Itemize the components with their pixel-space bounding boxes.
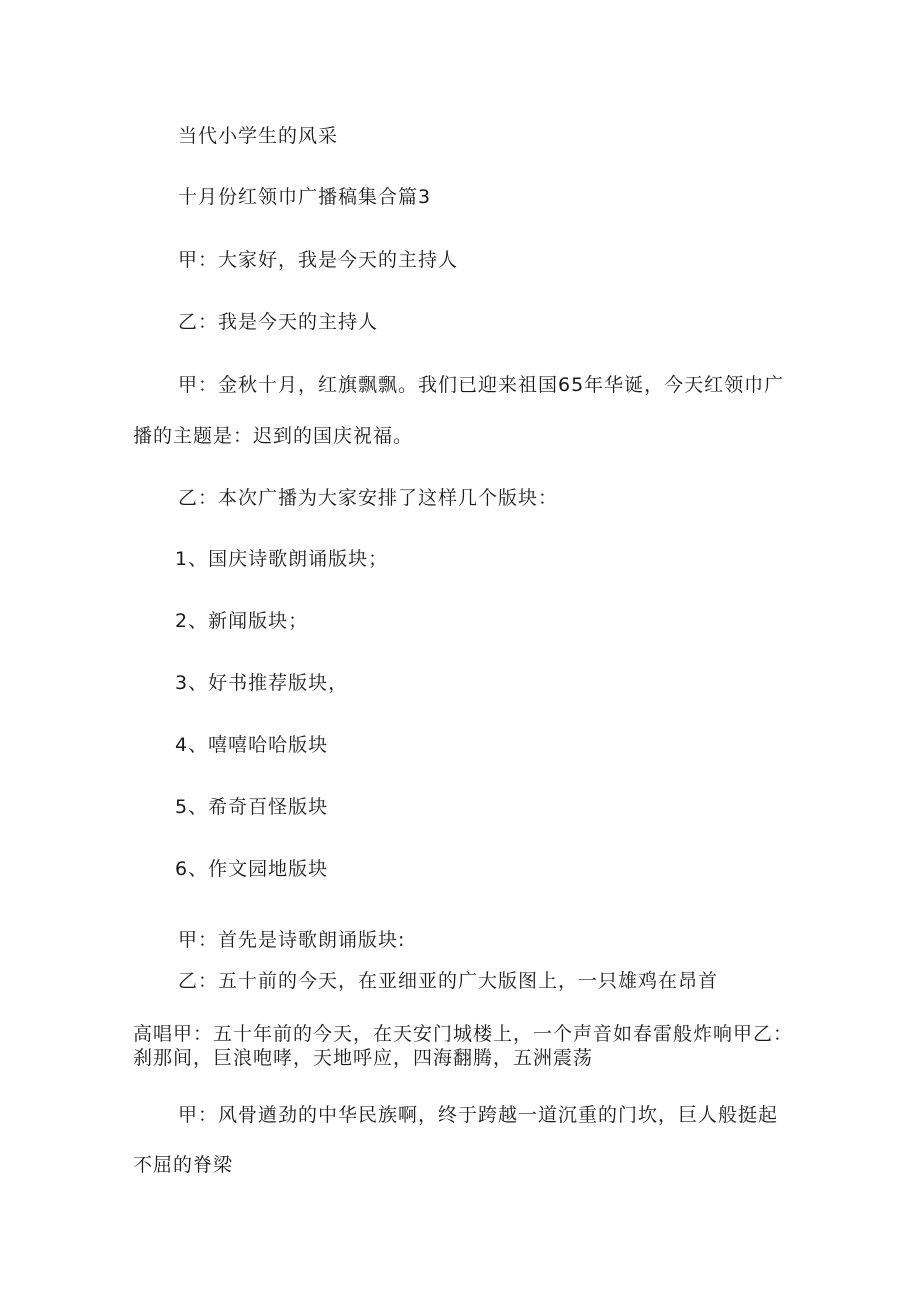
text-line-14: 甲：首先是诗歌朗诵版块: [178, 929, 406, 951]
text-line-4: 乙：我是今天的主持人 [178, 311, 379, 333]
text-line-12: 5、希奇百怪版块 [175, 796, 329, 818]
text-line-1: 当代小学生的风采 [178, 125, 339, 147]
text-line-13: 6、作文园地版块 [175, 858, 329, 880]
text-line-9: 2、新闻版块； [175, 610, 309, 632]
text-line-16: 高唱甲：五十年前的今天，在天安门城楼上，一个声音如春雷般炸响甲乙： [133, 1023, 794, 1045]
text-line-3: 甲：大家好，我是今天的主持人 [178, 249, 459, 271]
text-line-17: 刹那间，巨浪咆哮，天地呼应，四海翻腾，五洲震荡 [133, 1047, 594, 1069]
text-line-10: 3、好书推荐版块， [175, 672, 349, 694]
text-line-2: 十月份红领巾广播稿集合篇3 [178, 186, 432, 208]
text-line-8: 1、国庆诗歌朗诵版块； [175, 548, 389, 570]
text-line-15: 乙：五十前的今天，在亚细亚的广大版图上，一只雄鸡在昂首 [178, 970, 719, 992]
text-line-7: 乙：本次广播为大家安排了这样几个版块： [178, 487, 559, 509]
text-line-11: 4、嘻嘻哈哈版块 [175, 734, 329, 756]
text-line-18: 甲：风骨遒劲的中华民族啊，终于跨越一道沉重的门坎，巨人般挺起 [178, 1104, 779, 1126]
text-line-5: 甲：金秋十月，红旗飘飘。我们已迎来祖国65年华诞，今天红领巾广 [178, 374, 785, 396]
text-line-19: 不屈的脊梁 [133, 1154, 234, 1176]
text-line-6: 播的主题是：迟到的国庆祝福。 [133, 425, 414, 447]
